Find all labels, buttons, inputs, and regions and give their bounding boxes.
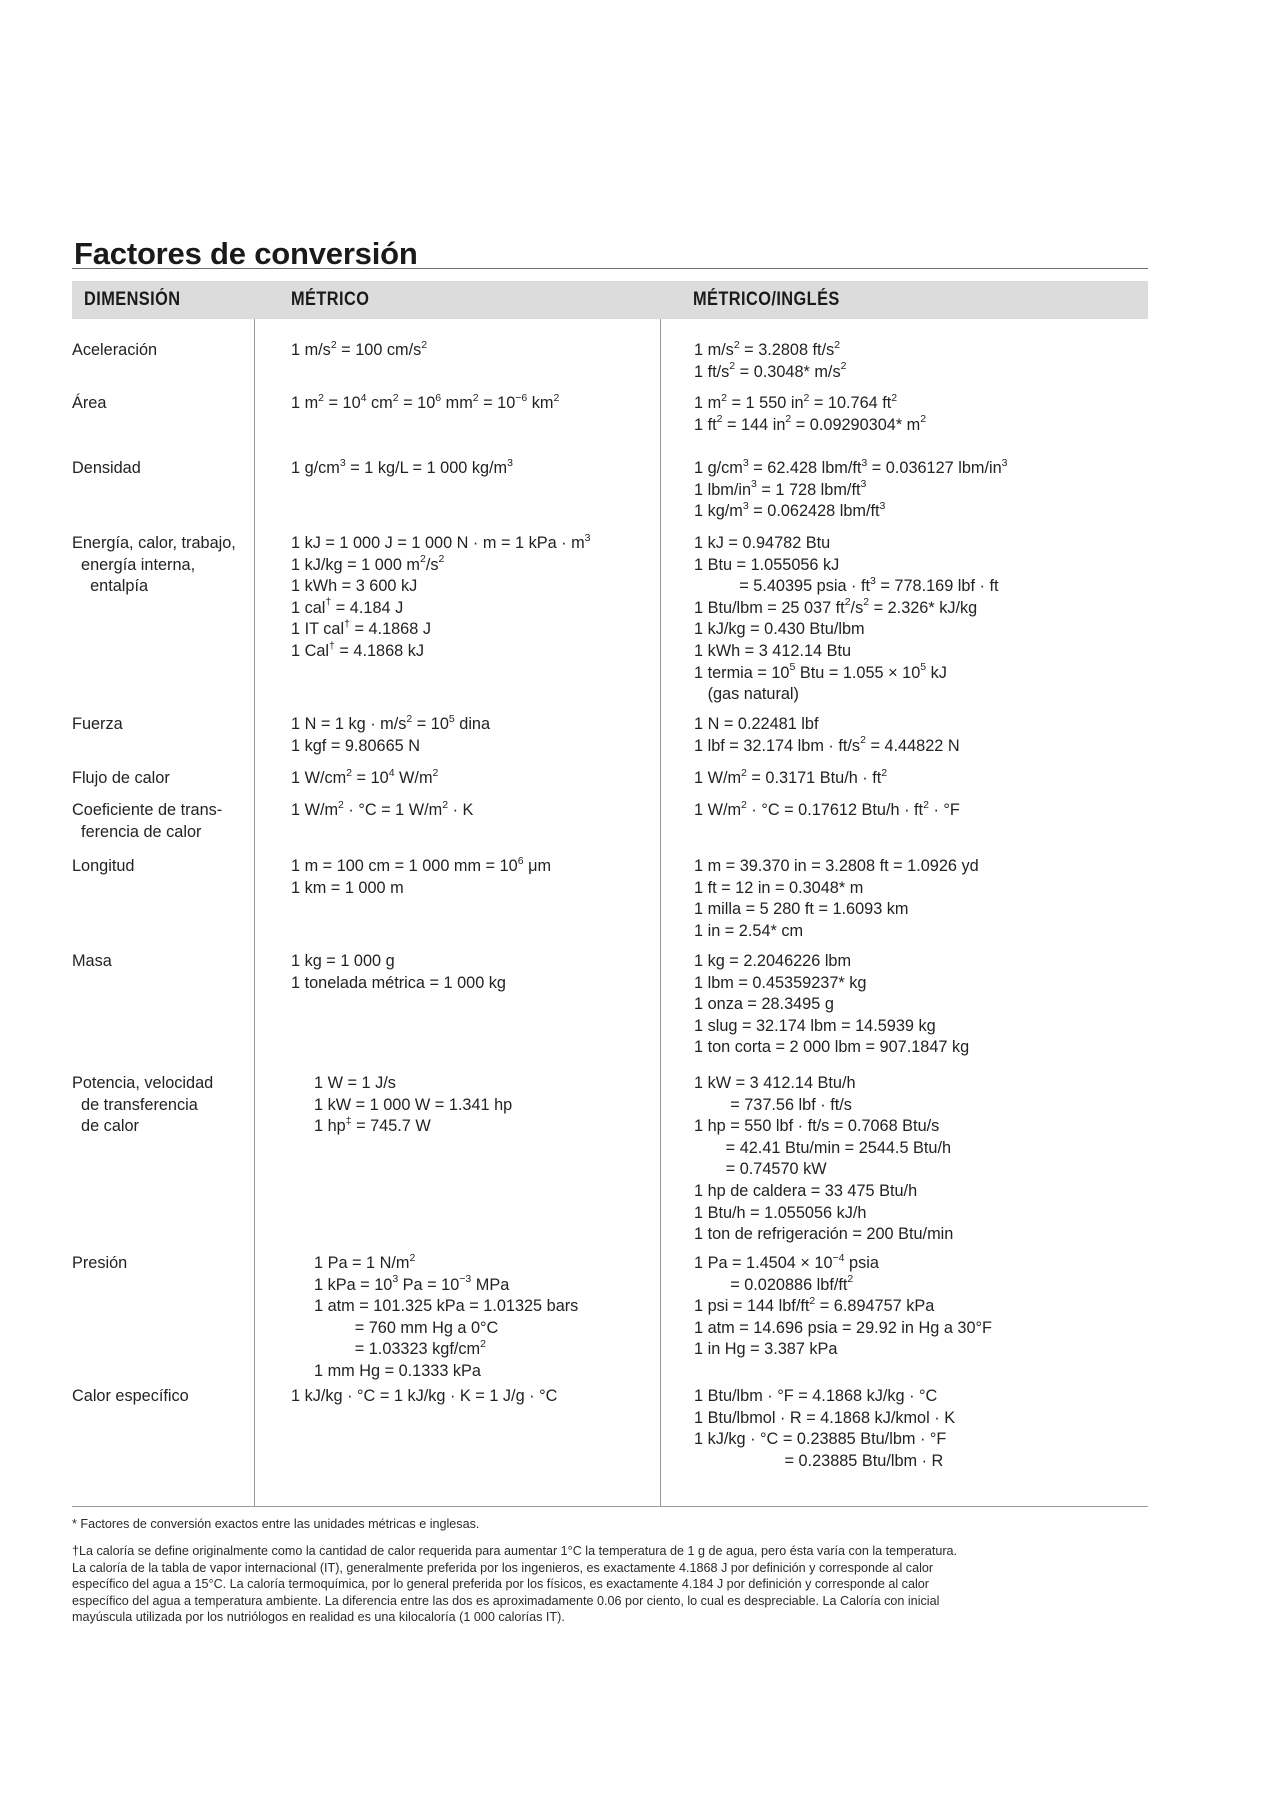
cell-line: 1 hp = 550 lbf · ft/s = 0.7068 Btu/s bbox=[694, 1117, 940, 1136]
cell-line: 1 m = 39.370 in = 3.2808 ft = 1.0926 yd bbox=[694, 857, 979, 875]
cell-line: Potencia, velocidad bbox=[72, 1074, 214, 1092]
cell-line: Fuerza bbox=[72, 715, 123, 733]
cell-line: 1 $Pa = 1.4504 \times 10^{-4}$ psia bbox=[694, 1251, 879, 1272]
dimension-cell bbox=[72, 1386, 254, 1408]
dimension-cell bbox=[72, 714, 254, 736]
cell-line: Flujo de calor bbox=[72, 769, 170, 787]
cell-line: = 42.41 Btu/min = 2544.5 Btu/h bbox=[694, 1138, 952, 1157]
dimension-cell bbox=[72, 768, 254, 790]
cell-line: 1 kg = 1 000 g bbox=[291, 952, 395, 970]
cell-line: = 0.020886 lbf/$ft^2$ bbox=[694, 1273, 854, 1294]
table-bottom-rule bbox=[72, 1506, 1148, 1507]
metric-english-cell bbox=[694, 1386, 1144, 1472]
cell-line: 1 atm = 101.325 kPa = 1.01325 bars bbox=[314, 1297, 579, 1316]
metric-english-cell bbox=[694, 1073, 1144, 1246]
cell-line: 1 N = 1 kg · $m/s^2 = 10^5$ dina bbox=[291, 712, 491, 733]
dimension-cell bbox=[72, 1073, 254, 1138]
metric-english-cell bbox=[694, 856, 1144, 942]
title-rule bbox=[72, 268, 1148, 269]
metric-english-cell bbox=[694, 951, 1144, 1059]
cell-line: 1 kg = 2.2046226 lbm bbox=[694, 952, 852, 970]
cell-line: ferencia de calor bbox=[72, 822, 202, 841]
metric-cell bbox=[291, 340, 656, 362]
metric-cell bbox=[291, 768, 656, 790]
cell-line: 1 mm Hg = 0.1333 kPa bbox=[314, 1361, 481, 1380]
cell-line: 1 lbf = 32.174 lbm · $ft/s^2 = 4.44822$ N bbox=[694, 734, 960, 755]
metric-cell bbox=[291, 533, 656, 663]
cell-line: 1 Btu = 1.055056 kJ bbox=[694, 555, 840, 574]
cell-line: 1 IT cal† = 4.1868 J bbox=[291, 617, 431, 639]
cell-line: Área bbox=[72, 394, 107, 412]
cell-line: 1 kPa = $10^3$ $Pa = 10^{-3}$ MPa bbox=[314, 1273, 510, 1294]
cell-line: 1 $ft/s^2 = 0.3048*$ $m/s^2$ bbox=[694, 360, 847, 381]
table-header bbox=[72, 281, 1148, 319]
cell-line: 1 ton de refrigeración = 200 Btu/min bbox=[694, 1225, 954, 1244]
cell-line: 1 in = 2.54* cm bbox=[694, 921, 804, 940]
cell-line: = 760 mm Hg a 0°C bbox=[314, 1318, 499, 1337]
metric-cell bbox=[291, 714, 656, 757]
cell-line: Presión bbox=[72, 1254, 128, 1272]
cell-line: 1 kJ/kg = 1 000 $m^2/s^2$ bbox=[291, 553, 445, 574]
cell-line: 1 Pa = 1 $N/m^2$ bbox=[314, 1251, 416, 1272]
cell-line: 1 lbm = 0.45359237* kg bbox=[694, 973, 867, 992]
metric-cell bbox=[291, 458, 656, 480]
cell-line: energía interna, bbox=[72, 555, 196, 574]
cell-line: de transferencia bbox=[72, 1095, 198, 1114]
metric-cell bbox=[291, 800, 656, 822]
cell-line: 1 kJ/kg · °C = 1 kJ/kg · K = 1 J/g · °C bbox=[291, 1387, 558, 1405]
metric-english-cell bbox=[694, 714, 1144, 757]
dimension-cell bbox=[72, 1253, 254, 1275]
cell-line: 1 onza = 28.3495 g bbox=[694, 995, 834, 1014]
footnotes bbox=[72, 1516, 1148, 1625]
cell-line: 1 $m/s^2 = 100$ $cm/s^2$ bbox=[291, 338, 428, 359]
metric-cell bbox=[314, 1253, 679, 1383]
cell-line: 1 $m/s^2 = 3.2808$ $ft/s^2$ bbox=[694, 338, 841, 359]
cell-line: Aceleración bbox=[72, 341, 158, 359]
cell-line: 1 $W/m^2 \cdot ^\circ C = 1$ $W/m^2 \cdot K$ bbox=[291, 798, 474, 819]
cell-line: 1 kJ/kg · °C = 0.23885 Btu/lbm · °F bbox=[694, 1430, 947, 1449]
cell-line: 1 psi = 144 lbf/$ft^2 = 6.894757$ kPa bbox=[694, 1294, 935, 1316]
cell-line: 1 Btu/h = 1.055056 kJ/h bbox=[694, 1203, 867, 1222]
cell-line: = 5.40395 psia · $ft^3 = 778.169$ lbf · ft bbox=[694, 574, 999, 596]
cell-line: 1 cal† = 4.184 J bbox=[291, 596, 404, 617]
metric-cell bbox=[291, 856, 656, 899]
cell-line: 1 in Hg = 3.387 kPa bbox=[694, 1340, 838, 1359]
dimension-cell bbox=[72, 458, 254, 480]
footnote-calorie: †La caloría se define originalmente como la cantidad de calor requerida para aumentar 1°C la temperatura de 1 g de agua, pero ésta varía con la temperatura. La caloría de la tabla de vapor internacional (IT), generalmente preferida por los ingenieros, es exactamente 4.1868 J por definición y corresponde al calor específico del agua a 15°C. La caloría termoquímica, por lo general preferida por los físicos, es exactamente 4.184 J por definición y corresponde al calor específico del agua a temperatura ambiente. La diferencia entre las dos es aproximadamente 0.06 por ciento, lo cual es despreciable. La Caloría con inicial mayúscula utilizada por los nutriólogos en realidad es una kilocaloría (1 000 calorías IT). bbox=[72, 1544, 958, 1625]
metric-english-cell bbox=[694, 458, 1144, 523]
cell-line: Energía, calor, trabajo, bbox=[72, 534, 236, 552]
cell-line: 1 m = 100 cm = 1 000 mm = $10^6$ μm bbox=[291, 854, 552, 875]
cell-line: Coeficiente de trans- bbox=[72, 801, 223, 819]
cell-line: = 0.23885 Btu/lbm · R bbox=[694, 1451, 944, 1470]
cell-line: 1 N = 0.22481 lbf bbox=[694, 715, 819, 733]
cell-line: 1 $g/cm^3 = 62.428$ lbm/$ft^3 = 0.036127$ lbm/$in^3$ bbox=[694, 456, 1008, 477]
page-title: Factores de conversión bbox=[74, 236, 418, 271]
cell-line: 1 $g/cm^3 = 1$ kg/L = 1 000 $kg/m^3$ bbox=[291, 456, 513, 477]
cell-line: 1 atm = 14.696 psia = 29.92 in Hg a 30°F bbox=[694, 1318, 992, 1337]
cell-line: 1 tonelada métrica = 1 000 kg bbox=[291, 973, 506, 992]
metric-cell bbox=[314, 1073, 679, 1138]
header-metric-english: MÉTRICO/INGLÉS bbox=[693, 289, 840, 310]
dimension-cell bbox=[72, 800, 254, 843]
dimension-cell bbox=[72, 340, 254, 362]
cell-line: = 737.56 lbf · ft/s bbox=[694, 1095, 852, 1114]
cell-line: 1 kWh = 3 412.14 Btu bbox=[694, 641, 852, 660]
dimension-cell bbox=[72, 951, 254, 973]
cell-line: Calor específico bbox=[72, 1387, 189, 1405]
dimension-cell bbox=[72, 393, 254, 415]
header-dimension: DIMENSIÓN bbox=[84, 289, 181, 310]
cell-line: 1 Btu/lbmol · R = 4.1868 kJ/kmol · K bbox=[694, 1408, 956, 1427]
cell-line: Densidad bbox=[72, 459, 141, 477]
cell-line: 1 ton corta = 2 000 lbm = 907.1847 kg bbox=[694, 1038, 970, 1057]
dimension-cell bbox=[72, 533, 254, 598]
cell-line: 1 slug = 32.174 lbm = 14.5939 kg bbox=[694, 1016, 936, 1035]
cell-line: 1 kW = 3 412.14 Btu/h bbox=[694, 1074, 856, 1092]
cell-line: 1 Btu/lbm = 25 037 $ft^2/s^2 = 2.326*$ kJ/kg bbox=[694, 596, 978, 617]
cell-line: 1 hp‡ = 745.7 W bbox=[314, 1114, 431, 1136]
cell-line: 1 Cal† = 4.1868 kJ bbox=[291, 639, 425, 660]
cell-line: entalpía bbox=[72, 577, 149, 596]
cell-line: 1 kW = 1 000 W = 1.341 hp bbox=[314, 1095, 513, 1114]
cell-line: 1 km = 1 000 m bbox=[291, 878, 404, 897]
cell-line: (gas natural) bbox=[694, 685, 799, 704]
cell-line: 1 Btu/lbm · °F = 4.1868 kJ/kg · °C bbox=[694, 1387, 938, 1405]
cell-line: 1 milla = 5 280 ft = 1.6093 km bbox=[694, 900, 909, 919]
cell-line: 1 termia = $10^5$ Btu = $1.055 \times 10^5$ kJ bbox=[694, 661, 947, 682]
cell-line: 1 W = 1 J/s bbox=[314, 1074, 396, 1092]
cell-line: 1 ft = 12 in = 0.3048* m bbox=[694, 878, 864, 897]
metric-cell bbox=[291, 393, 656, 415]
metric-cell bbox=[291, 951, 656, 994]
cell-line: 1 hp de caldera = 33 475 Btu/h bbox=[694, 1181, 918, 1200]
cell-line: 1 lbm/$in^3 = 1$ 728 lbm/$ft^3$ bbox=[694, 478, 867, 499]
footnote-exact: * Factores de conversión exactos entre las unidades métricas e inglesas. bbox=[72, 1517, 480, 1531]
cell-line: = 1.03323 kgf/$cm^2$ bbox=[314, 1337, 486, 1359]
metric-english-cell bbox=[694, 533, 1144, 706]
cell-line: 1 kgf = 9.80665 N bbox=[291, 736, 420, 755]
cell-line: 1 $m^2 = 1$ 550 $in^2 = 10.764$ $ft^2$ bbox=[694, 391, 898, 412]
metric-english-cell bbox=[694, 1253, 1144, 1361]
cell-line: Masa bbox=[72, 952, 112, 970]
metric-english-cell bbox=[694, 800, 1144, 822]
dimension-cell bbox=[72, 856, 254, 878]
metric-cell bbox=[291, 1386, 656, 1408]
cell-line: 1 $W/m^2 = 0.3171$ $Btu/h \cdot ft^2$ bbox=[694, 766, 888, 787]
metric-english-cell bbox=[694, 340, 1144, 383]
cell-line: 1 kJ = 1 000 J = 1 000 N · m = 1 kPa · $m^3$ bbox=[291, 531, 591, 552]
cell-line: 1 $W/cm^2 = 10^4$ $W/m^2$ bbox=[291, 766, 439, 787]
cell-line: 1 kJ/kg = 0.430 Btu/lbm bbox=[694, 620, 865, 639]
cell-line: 1 $kg/m^3 = 0.062428$ lbm/$ft^3$ bbox=[694, 499, 886, 521]
cell-line: = 0.74570 kW bbox=[694, 1160, 827, 1179]
header-metric: MÉTRICO bbox=[291, 289, 370, 310]
column-divider bbox=[254, 319, 255, 1506]
cell-line: 1 $m^2 = 10^4$ $cm^2 = 10^6$ $mm^2 = 10^{-6}$ $km^2$ bbox=[291, 391, 560, 412]
cell-line: 1 $W/m^2 \cdot ^\circ C = 0.17612$ $Btu/h \cdot ft^2 \cdot ^\circ F$ bbox=[694, 798, 960, 819]
cell-line: 1 kWh = 3 600 kJ bbox=[291, 577, 418, 596]
cell-line: Longitud bbox=[72, 857, 135, 875]
metric-english-cell bbox=[694, 393, 1144, 436]
cell-line: 1 $ft^2 = 144$ $in^2 = 0.09290304*$ $m^2$ bbox=[694, 413, 927, 434]
cell-line: 1 kJ = 0.94782 Btu bbox=[694, 534, 831, 552]
cell-line: de calor bbox=[72, 1117, 139, 1136]
metric-english-cell bbox=[694, 768, 1144, 790]
